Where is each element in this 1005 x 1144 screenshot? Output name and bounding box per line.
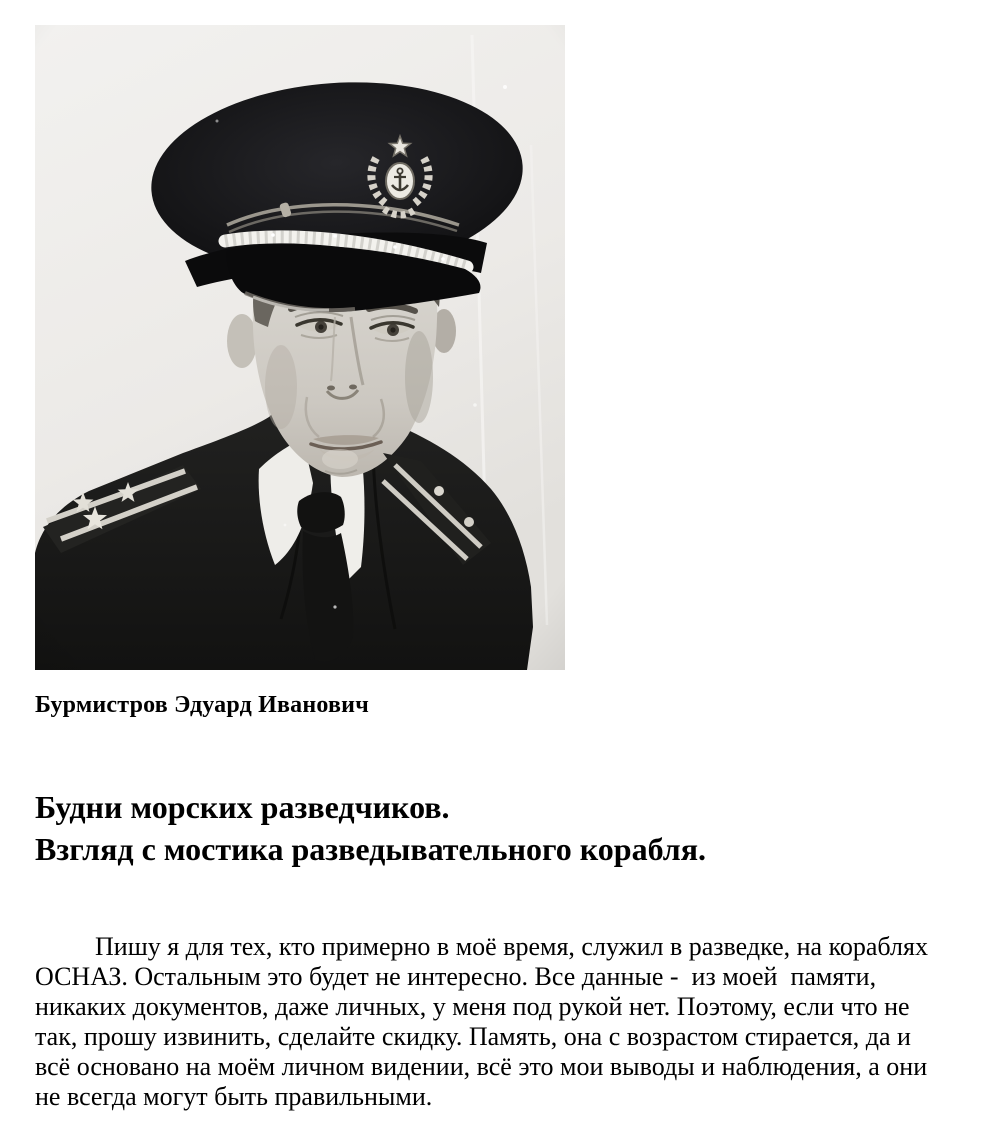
portrait-photo-svg — [35, 25, 565, 670]
paragraph-line: так, прошу извинить, сделайте скидку. Память, она с возрастом стирается, да и — [35, 1022, 911, 1051]
intro-paragraph — [35, 932, 997, 1112]
paragraph-line: никаких документов, даже личных, у меня под рукой нет. Поэтому, если что не — [35, 992, 910, 1021]
paragraph-line: всё основано на моём личном видении, всё это мои выводы и наблюдения, а они — [35, 1052, 928, 1081]
author-name: Бурмистров Эдуард Иванович — [35, 692, 369, 718]
paragraph-line: ОСНАЗ. Остальным это будет не интересно. Все данные - из моей памяти, — [35, 962, 877, 991]
paragraph-line: Пишу я для тех, кто примерно в моё время, служил в разведке, на кораблях — [95, 932, 928, 961]
portrait-photo — [35, 25, 565, 670]
paragraph-line: не всегда могут быть правильными. — [35, 1082, 433, 1111]
title-line-1: Будни морских разведчиков. — [35, 789, 450, 825]
photo-vignette — [35, 25, 565, 670]
document-title — [35, 786, 706, 870]
title-line-2: Взгляд с мостика разведывательного корабля. — [35, 831, 707, 867]
